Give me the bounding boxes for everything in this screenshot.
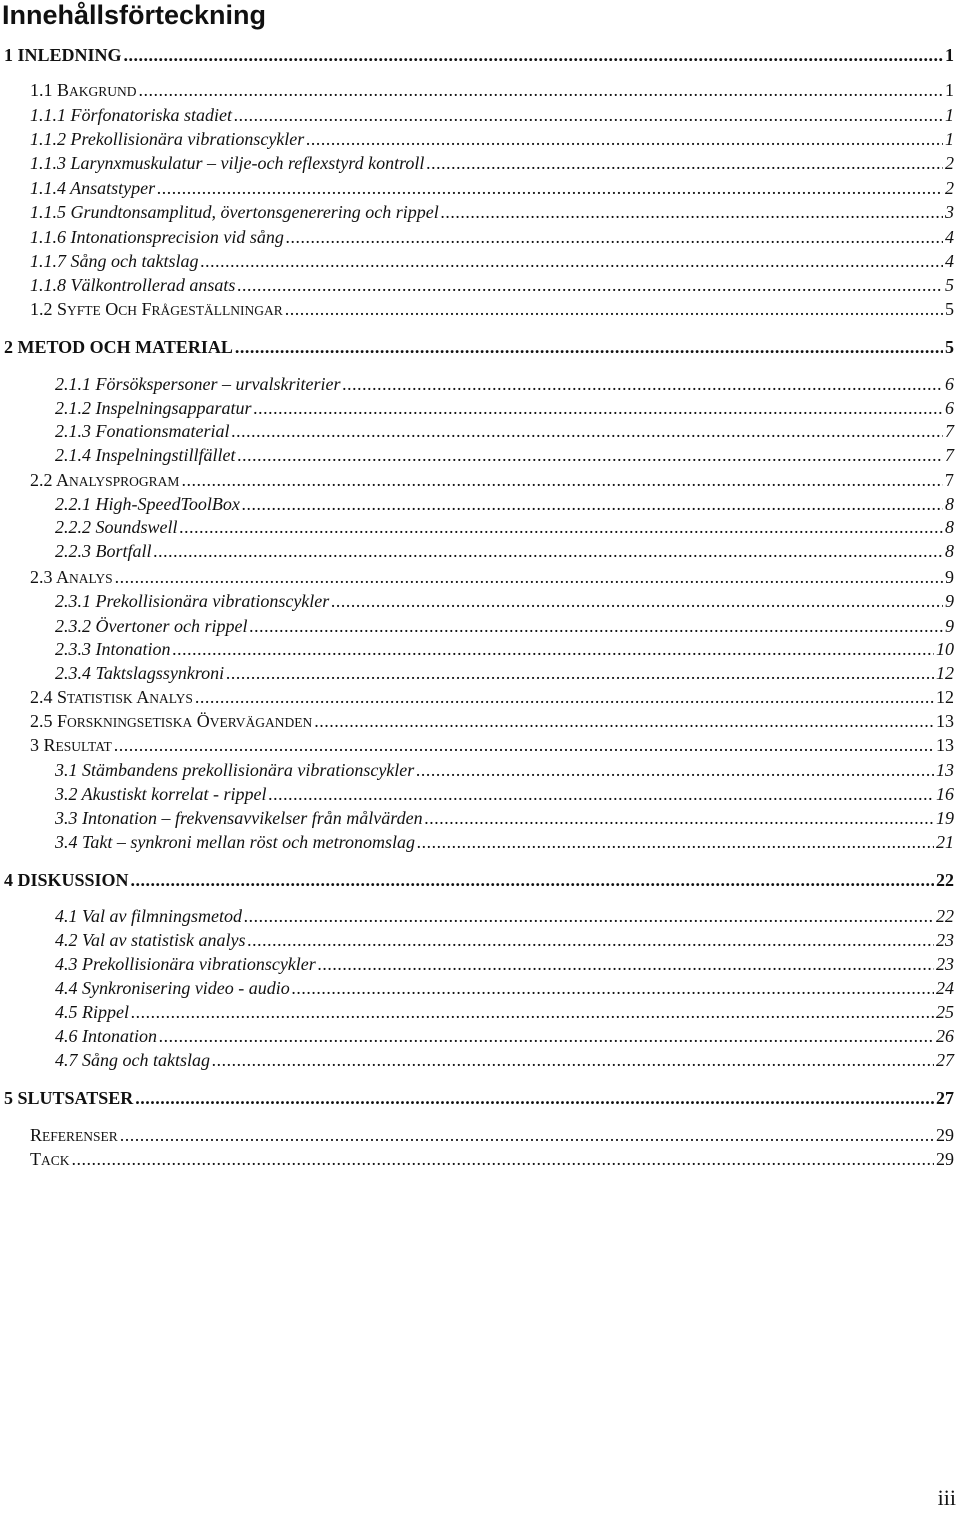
toc-entry-title: 3.2 Akustiskt korrelat - rippel: [55, 784, 267, 804]
dot-leader: [242, 493, 943, 515]
toc-entry[interactable]: [30, 1124, 954, 1148]
toc-entry[interactable]: [4, 336, 954, 358]
toc-entry-title: 2.3.2 Övertoner och rippel: [55, 616, 248, 636]
toc-entry-page: 22: [936, 870, 954, 890]
dot-leader: [181, 469, 943, 491]
dot-leader: [226, 662, 934, 684]
dot-leader: [285, 298, 943, 320]
toc-entry-page: 29: [936, 1149, 954, 1169]
toc-entry-page: 3: [945, 202, 954, 222]
toc-entry[interactable]: [30, 79, 954, 103]
toc-entry-title: 4.2 Val av statistisk analys: [55, 930, 246, 950]
toc-entry-title: 2.3.3 Intonation: [55, 639, 171, 659]
toc-entry-title: 3 RESULTAT: [30, 735, 112, 755]
toc-entry-title: TACK: [30, 1149, 70, 1169]
toc-entry-title: 2.1.1 Försökspersoner – urvalskriterier: [55, 374, 341, 394]
toc-entry-page: 7: [945, 445, 954, 465]
toc-entry[interactable]: [55, 905, 954, 927]
toc-entry-title: 2.3.1 Prekollisionära vibrationscykler: [55, 591, 330, 611]
toc-entry-page: 4: [945, 251, 954, 271]
toc-entry-page: 9: [945, 591, 954, 611]
toc-entry-page: 16: [936, 784, 954, 804]
toc-entry[interactable]: [55, 977, 954, 999]
dot-leader: [417, 831, 934, 853]
toc-entry-page: 7: [945, 470, 954, 490]
toc-entry[interactable]: [4, 44, 954, 66]
toc-entry[interactable]: [30, 177, 954, 199]
toc-entry-title: 3.3 Intonation – frekvensavvikelser från målvärden: [55, 808, 423, 828]
toc-entry-page: 4: [945, 227, 954, 247]
toc-entry[interactable]: [55, 540, 954, 562]
dot-leader: [139, 79, 943, 101]
toc-entry-title: 4.1 Val av filmningsmetod: [55, 906, 242, 926]
dot-leader: [292, 977, 934, 999]
toc-entry-page: 21: [936, 832, 954, 852]
toc-entry-title: 2.2.3 Bortfall: [55, 541, 152, 561]
dot-leader: [342, 373, 943, 395]
toc-entry-page: 13: [936, 711, 954, 731]
toc-entry-title: 3.1 Stämbandens prekollisionära vibrationscykler: [55, 760, 415, 780]
toc-entry-page: 25: [936, 1002, 954, 1022]
toc-entry[interactable]: [55, 783, 954, 805]
dot-leader: [114, 734, 934, 756]
toc-entry[interactable]: [30, 566, 954, 590]
toc-entry[interactable]: [55, 638, 954, 660]
toc-entry-title: 1.1.1 Förfonatoriska stadiet: [30, 105, 232, 125]
dot-leader: [157, 177, 943, 199]
dot-leader: [135, 1087, 934, 1109]
toc-entry-page: 22: [936, 906, 954, 926]
toc-entry-title: 1.1.7 Sång och taktslag: [30, 251, 199, 271]
toc-entry-page: 7: [945, 421, 954, 441]
toc-entry-page: 26: [936, 1026, 954, 1046]
toc-entry-title: 1 INLEDNING: [4, 45, 122, 65]
toc-entry[interactable]: [30, 1148, 954, 1172]
dot-leader: [195, 686, 934, 708]
toc-entry[interactable]: [30, 152, 954, 174]
toc-entry[interactable]: [30, 686, 954, 710]
dot-leader: [249, 615, 943, 637]
toc-entry-title: 1.1 BAKGRUND: [30, 80, 137, 100]
toc-entry-page: 1: [945, 80, 954, 100]
toc-entry-title: 2.3.4 Taktslagssynkroni: [55, 663, 225, 683]
toc-entry-page: 1: [945, 45, 954, 65]
dot-leader: [232, 420, 944, 442]
toc-entry-title: 1.1.4 Ansatstyper: [30, 178, 156, 198]
toc-entry[interactable]: [55, 420, 954, 442]
toc-entry[interactable]: [30, 469, 954, 493]
toc-entry-page: 24: [936, 978, 954, 998]
toc-entry[interactable]: [55, 929, 954, 951]
toc-entry-page: 23: [936, 930, 954, 950]
dot-leader: [154, 540, 943, 562]
toc-entry-page: 1: [945, 105, 954, 125]
toc-entry-title: 1.1.5 Grundtonsamplitud, övertonsgenerering och rippel: [30, 202, 439, 222]
toc-entry-page: 10: [936, 639, 954, 659]
dot-leader: [244, 905, 934, 927]
toc-entry-page: 12: [936, 663, 954, 683]
toc-entry-title: 2.2 ANALYSPROGRAM: [30, 470, 180, 490]
toc-entry-title: 2 METOD OCH MATERIAL: [4, 337, 233, 357]
dot-leader: [115, 566, 943, 588]
toc-entry-title: 5 SLUTSATSER: [4, 1088, 134, 1108]
toc-entry[interactable]: [55, 516, 954, 538]
toc-entry-title: 4.6 Intonation: [55, 1026, 157, 1046]
toc-entry-title: 4 DISKUSSION: [4, 870, 129, 890]
toc-entry-page: 6: [945, 398, 954, 418]
toc-entry[interactable]: [55, 444, 954, 466]
toc-entry[interactable]: [4, 869, 954, 891]
toc-entry[interactable]: [55, 807, 954, 829]
toc-entry-title: 4.4 Synkronisering video - audio: [55, 978, 290, 998]
dot-leader: [72, 1148, 934, 1170]
toc-entry-title: 1.1.3 Larynxmuskulatur – vilje-och reflexstyrd kontroll: [30, 153, 425, 173]
dot-leader: [201, 250, 944, 272]
toc-entry-page: 29: [936, 1125, 954, 1145]
toc-entry[interactable]: [4, 1087, 954, 1109]
toc-entry[interactable]: [55, 1001, 954, 1023]
toc-entry-page: 9: [945, 567, 954, 587]
toc-entry-page: 8: [945, 541, 954, 561]
toc-entry[interactable]: [55, 615, 954, 637]
dot-leader: [159, 1025, 934, 1047]
toc-entry-page: 8: [945, 517, 954, 537]
toc-entry-page: 1: [945, 129, 954, 149]
toc-entry[interactable]: [30, 710, 954, 734]
page-number: iii: [937, 1485, 956, 1510]
toc-entry[interactable]: [30, 250, 954, 272]
toc-entry-title: 2.1.4 Inspelningstillfället: [55, 445, 236, 465]
dot-leader: [124, 44, 943, 66]
dot-leader: [235, 336, 943, 358]
toc-entry-page: 12: [936, 687, 954, 707]
toc-entry[interactable]: [55, 1025, 954, 1047]
toc-entry-page: 2: [945, 178, 954, 198]
dot-leader: [426, 152, 943, 174]
toc-entry[interactable]: [55, 953, 954, 975]
toc-entry[interactable]: [55, 590, 954, 612]
toc-entry-title: 2.2.2 Soundswell: [55, 517, 178, 537]
dot-leader: [180, 516, 943, 538]
toc-entry[interactable]: [30, 734, 954, 758]
dot-leader: [254, 397, 943, 419]
toc-entry-page: 6: [945, 374, 954, 394]
dot-leader: [318, 953, 934, 975]
dot-leader: [120, 1124, 934, 1146]
toc-entry-title: 2.5 FORSKNINGSETISKA ÖVERVÄGANDEN: [30, 711, 313, 731]
toc-entry[interactable]: [55, 397, 954, 419]
dot-leader: [286, 226, 943, 248]
toc-entry-title: 1.1.2 Prekollisionära vibrationscykler: [30, 129, 305, 149]
dot-leader: [173, 638, 935, 660]
dot-leader: [237, 274, 943, 296]
toc-entry-page: 13: [936, 735, 954, 755]
dot-leader: [306, 128, 943, 150]
toc-entry[interactable]: [30, 201, 954, 223]
toc-entry[interactable]: [55, 662, 954, 684]
toc-entry-page: 5: [945, 275, 954, 295]
dot-leader: [212, 1049, 934, 1071]
toc-entry[interactable]: [30, 298, 954, 322]
toc-entry-page: 5: [945, 337, 954, 357]
toc-entry-title: 3.4 Takt – synkroni mellan röst och metronomslag: [55, 832, 415, 852]
toc-entry-page: 9: [945, 616, 954, 636]
dot-leader: [238, 444, 944, 466]
dot-leader: [416, 759, 934, 781]
dot-leader: [234, 104, 943, 126]
toc-entry-title: 4.7 Sång och taktslag: [55, 1050, 210, 1070]
toc-entry[interactable]: [55, 831, 954, 853]
toc-entry-title: 1.1.8 Välkontrollerad ansats: [30, 275, 236, 295]
toc-entry-title: 2.1.2 Inspelningsapparatur: [55, 398, 252, 418]
toc-entry-page: 5: [945, 299, 954, 319]
toc-entry[interactable]: [55, 373, 954, 395]
toc-entry[interactable]: [55, 1049, 954, 1071]
toc-entry-title: 1.2 SYFTE OCH FRÅGESTÄLLNINGAR: [30, 299, 283, 319]
toc-entry[interactable]: [30, 128, 954, 150]
toc-entry-page: 19: [936, 808, 954, 828]
page-title: Innehållsförteckning: [2, 0, 267, 30]
dot-leader: [441, 201, 943, 223]
dot-leader: [425, 807, 934, 829]
toc-entry-page: 8: [945, 494, 954, 514]
dot-leader: [268, 783, 934, 805]
toc-entry-page: 13: [936, 760, 954, 780]
toc-entry-title: 4.5 Rippel: [55, 1002, 129, 1022]
dot-leader: [248, 929, 935, 951]
toc-entry-title: REFERENSER: [30, 1125, 118, 1145]
toc-entry[interactable]: [55, 759, 954, 781]
dot-leader: [131, 869, 934, 891]
toc-entry-page: 27: [936, 1088, 954, 1108]
toc-entry-page: 2: [945, 153, 954, 173]
toc-entry-title: 1.1.6 Intonationsprecision vid sång: [30, 227, 284, 247]
toc-entry[interactable]: [30, 226, 954, 248]
toc-entry[interactable]: [30, 104, 954, 126]
toc-entry[interactable]: [30, 274, 954, 296]
dot-leader: [314, 710, 934, 732]
toc-entry-page: 27: [936, 1050, 954, 1070]
toc-entry-title: 2.4 STATISTISK ANALYS: [30, 687, 193, 707]
toc-entry-title: 2.2.1 High-SpeedToolBox: [55, 494, 240, 514]
dot-leader: [131, 1001, 934, 1023]
toc-entry-title: 4.3 Prekollisionära vibrationscykler: [55, 954, 316, 974]
toc-entry-title: 2.1.3 Fonationsmaterial: [55, 421, 230, 441]
dot-leader: [331, 590, 943, 612]
toc-entry-title: 2.3 ANALYS: [30, 567, 113, 587]
toc-entry[interactable]: [55, 493, 954, 515]
toc-entry-page: 23: [936, 954, 954, 974]
